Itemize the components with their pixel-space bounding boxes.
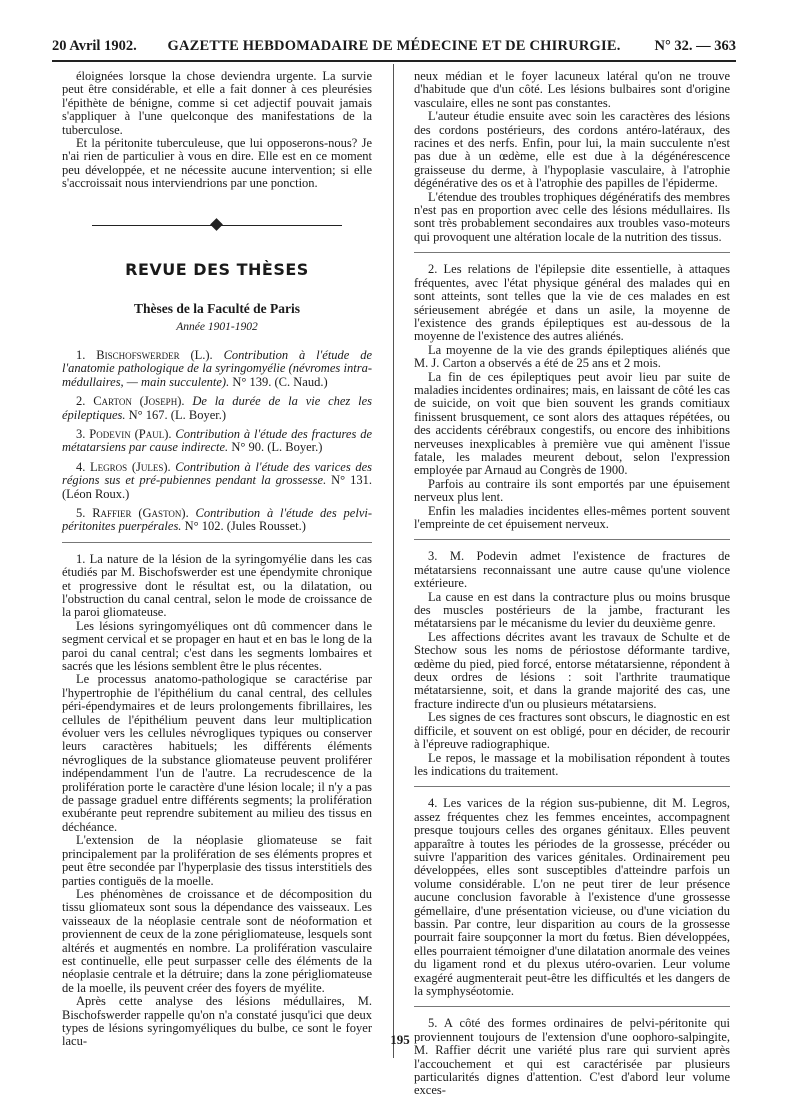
paragraph: Après cette analyse des lésions médullaires, M. Bischofswerder rappelle qu'on n'a constaté jusqu'ici que deux types de lésions syringomyéliques du bulbe, ce sont le foyer lacu- (62, 994, 372, 1049)
paragraph: Le repos, le massage et la mobilisation répondent à toutes les indications du traitement. (414, 750, 730, 778)
paragraph: Les affections décrites avant les travaux de Schulte et de Stechow sous les noms de périostose déformante tardive, œdème du pied, pied forcé, entorse métatarsienne, répondent à deux ordres de lésions : soit l'arthrite traumatique métatarsienne, soit, et dans la grande majorité des cas, une fracture indirecte d'un ou plusieurs métatarsiens. (414, 629, 730, 711)
column-divider (393, 64, 394, 1058)
paragraph: L'extension de la néoplasie gliomateuse se fait principalement par la prolifération de ses éléments propres et peut être secondée par l'hyperplasie des tissus interstitiels des parties contiguës de la moelle. (62, 833, 372, 888)
section-title: REVUE DES THÈSES (125, 259, 309, 279)
paragraph: Les phénomènes de croissance et de décomposition du tissu gliomateux sont sous la dépendance des vaisseaux. Les vaisseaux de la néoplasie centrale sont de néoformation et proviennent de ceux de la zone périgliomateuse, lesquels sont altérés et augmentés en nombre. La prolifération vasculaire est continuelle, elle peut surpasser celle des éléments de la néoplasie centrale et la détruire; dans la zone périgliomateuse de la moelle, ils peuvent créer des foyers de myélite. (62, 886, 372, 995)
paragraph: La cause en est dans la contracture plus ou moins brusque des muscles postérieurs de la jambe, fracturant les métatarsiens par le mécanisme du levier du deuxième genre. (414, 589, 730, 631)
thesis-list (62, 349, 372, 534)
thesis-title: De la durée de la vie chez les épileptiques. (62, 394, 372, 422)
page-number: 195 (390, 1032, 410, 1047)
left-column (62, 70, 372, 1060)
thesis-title: Contribution à l'étude des varices des régions sus et pré-pubiennes pendant la grossesse. (62, 459, 373, 488)
thin-rule (414, 539, 730, 540)
thesis-author: Raffier (Gaston). (92, 505, 189, 520)
thesis-ref: N° 102. (Jules Rousset.) (184, 519, 306, 534)
paragraph: neux médian et le foyer lacuneux latéral qu'on ne trouve d'habitude que d'un côté. Les lésions bulbaires sont d'origine vasculaire, elles ne sont pas constantes. (414, 69, 730, 110)
thesis-entry: 1. Bischofswerder (L.). Contribution à l'étude de l'anatomie pathologique de la syringomyélie (névromes intra-médullaires, — main succulente). N° 139. (C. Naud.) (62, 347, 373, 389)
paragraph: éloignées lorsque la chose deviendra urgente. La survie peut être considérable, et elle a fait donner à ces pleurésies l'épithète de bénigne, comme si cet adjectif pouvait jamais s'appliquer à l'une quelconque des manifestations de la tuberculose. (62, 69, 372, 137)
thesis-ref: N° 139. (C. Naud.) (232, 374, 328, 389)
thesis-entry: 5. Raffier (Gaston). Contribution à l'étude des pelvi-péritonites puerpérales. N° 102. (Jules Rousset.) (62, 505, 373, 534)
paragraph: Les signes de ces fractures sont obscurs, le diagnostic en est difficile, et souvent on est obligé, pour en décider, de recourir à l'épreuve radiographique. (414, 710, 730, 752)
thin-rule (414, 786, 730, 787)
thesis-entry: 2. Carton (Joseph). De la durée de la vie chez les épileptiques. N° 167. (L. Boyer.) (62, 394, 372, 422)
thin-rule (62, 542, 372, 543)
subsection-title: Thèses de la Faculté de Paris (133, 301, 301, 317)
thesis-ref: N° 90. (L. Boyer.) (231, 440, 323, 455)
header-rule (52, 60, 736, 62)
thesis-author: Carton (Joseph). (93, 394, 185, 409)
diamond-icon (210, 218, 223, 231)
thesis-title: Contribution à l'étude de l'anatomie pathologique de la syringomyélie (névromes intra-médullaires, — main succulente). (62, 347, 373, 389)
paragraph: La moyenne de la vie des grands épileptiques aliénés que M. J. Carton a observés a été de 25 ans et 2 mois. (414, 342, 730, 371)
paragraph: L'étendue des troubles trophiques dégénératifs des membres n'est pas en proportion avec celle des lésions médullaires. Ils sont très probablement secondaires aux troubles vaso-moteurs qui provoquent une altération locale de la nutrition des tissus. (414, 189, 730, 244)
thesis-ref: N° 167. (L. Boyer.) (128, 407, 227, 422)
thesis-title: Contribution à l'étude des fractures de métatarsiens par cause indirecte. (62, 426, 373, 455)
thin-rule (414, 1006, 730, 1007)
section-ornament (62, 211, 372, 241)
paragraph: 5. A côté des formes ordinaires de pelvi-péritonite qui proviennent toujours de l'extension d'une oophoro-salpingite, M. Raffier décrit une variété plus rare qui survient après l'accouchement et qui est caractérisée par plusieurs particularités dignes d'attention. C'est d'abord leur volume exces- (414, 1016, 730, 1098)
thesis-ref: N° 131. (Léon Roux.) (62, 473, 372, 501)
paragraph: Enfin les maladies incidentes elles-mêmes portent souvent l'empreinte de cet épuisement nerveux. (414, 503, 730, 531)
thesis-entry: 4. Legros (Jules). Contribution à l'étude des varices des régions sus et pré-pubiennes pendant la grossesse. N° 131. (Léon Roux.) (62, 459, 373, 501)
thesis-author: Podevin (Paul). (89, 426, 172, 441)
academic-year: Année 1901-1902 (176, 321, 258, 334)
paragraph: La fin de ces épileptiques peut avoir lieu par suite de maladies incidentes ordinaires; mais, en laissant de côté les cas de suicide, on voit que bien souvent les grands comitiaux finissent brusquement, ce sont alors des attaques répétées, ou des accidents cérébraux congestifs, ou encore des inhibitions nerveuses inexplicables à première vue qui amènent l'issue fatale, les malades meurent debout, selon l'expression employée par Arnaud au Congrès de 1900. (414, 369, 730, 478)
thesis-author: Bischofswerder (L.). (96, 347, 213, 362)
paragraph: L'auteur étudie ensuite avec soin les caractères des lésions des cordons postérieurs, des cordons antéro-latéraux, des racines et des nerfs. Enfin, pour lui, la main succulente n'est pas due à un œdème, elle est due à la dégénérescence graisseuse du derme, à l'hypoplasie vasculaire, à l'atrophie dégénérative des os et à l'atrophie des papilles de l'épiderme. (414, 109, 730, 191)
thin-rule (414, 252, 730, 253)
paragraph: 1. La nature de la lésion de la syringomyélie dans les cas étudiés par M. Bischofswerder est une épendymite chronique et progressive dont le résultat est, ou la dilatation, ou l'obstruction du canal central, selon le mode de croissance de la paroi gliomateuse. (62, 551, 372, 620)
paragraph: Les lésions syringomyéliques ont dû commencer dans le segment cervical et se propager en haut et en bas le long de la paroi du canal central; c'est dans les segments lombaires et sacrés que les lésions semblent être le plus récentes. (62, 618, 372, 673)
paragraph: 2. Les relations de l'épilepsie dite essentielle, à attaques fréquentes, avec l'état physique général des malades qui en sont atteints, sont telles que la vie de ces malades en est sérieusement abrégée et dans un asile, la moyenne de l'existence des grands épileptiques est au-dessous de la moyenne de l'existence des autres aliénés. (414, 262, 730, 344)
right-column (414, 69, 730, 1098)
paragraph: Le processus anatomo-pathologique se caractérise par l'hypertrophie de l'épithélium du canal central, des cellules péri-épendymaires et de leurs prolongements fibrillaires, les cellules de l'épithélium peuvent dans leur multiplication évoluer vers les cellules névrogliques typiques ou conserver leurs caractères habituels; les différents éléments névrogliques de la substance gliomateuse peuvent proliférer indépendamment l'un de l'autre. La recrudescence de la prolifération porte le caractère d'une lésion locale; il n'y a pas de passage graduel entre différents segments; la prolifération exubérante peut reprendre subitement au milieu des tissus en déchéance. (62, 672, 372, 834)
thesis-author: Legros (Jules). (90, 459, 171, 474)
header-date: 20 Avril 1902. (52, 38, 137, 54)
paragraph: 4. Les varices de la région sus-pubienne, dit M. Legros, assez fréquentes chez les femmes enceintes, accompagnent presque toujours celles des organes génitaux. Elles peuvent apparaître à toutes les périodes de la grossesse, précéder ou suivre l'apparition des varices génitales. Ordinairement peu développées, elles sont susceptibles d'atteindre parfois un volume considérable. L'on ne peut tirer de leur présence aucune conclusion favorable à l'existence d'une grossesse gémellaire, d'une présentation vicieuse, ou d'une viciation du bassin. Par contre, leur disparition au cours de la grossesse pourrait faire soupçonner la mort du fœtus. Bien développées, elles pourraient témoigner d'une dilatation anormale des veines du ligament rond et du plexus utéro-ovarien. Leur volume exagéré augmenterait peut-être les difficultés et les dangers de la symphyséotomie. (414, 796, 730, 998)
header-title: GAZETTE HEBDOMADAIRE DE MÉDECINE ET DE CHIRURGIE. (167, 38, 621, 54)
thesis-entry: 3. Podevin (Paul). Contribution à l'étude des fractures de métatarsiens par cause indirecte. N° 90. (L. Boyer.) (62, 426, 373, 455)
paragraph: Et la péritonite tuberculeuse, que lui opposerons-nous? Je n'ai rien de particulier à vous en dire. Elle est en ce moment peu développée, et ne nécessite aucune intervention; si elle s'accroissait nous interviendrions par une ponction. (62, 136, 372, 191)
running-header (52, 36, 736, 58)
paragraph: Parfois au contraire ils sont emportés par une épuisement nerveux plus lent. (414, 476, 730, 505)
header-issue-number: N° 32. — 363 (654, 38, 736, 54)
thesis-title: Contribution à l'étude des pelvi-péritonites puerpérales. (62, 505, 373, 534)
paragraph: 3. M. Podevin admet l'existence de fractures de métatarsiens reconnaissant une autre cause qu'une violence extérieure. (414, 549, 730, 591)
